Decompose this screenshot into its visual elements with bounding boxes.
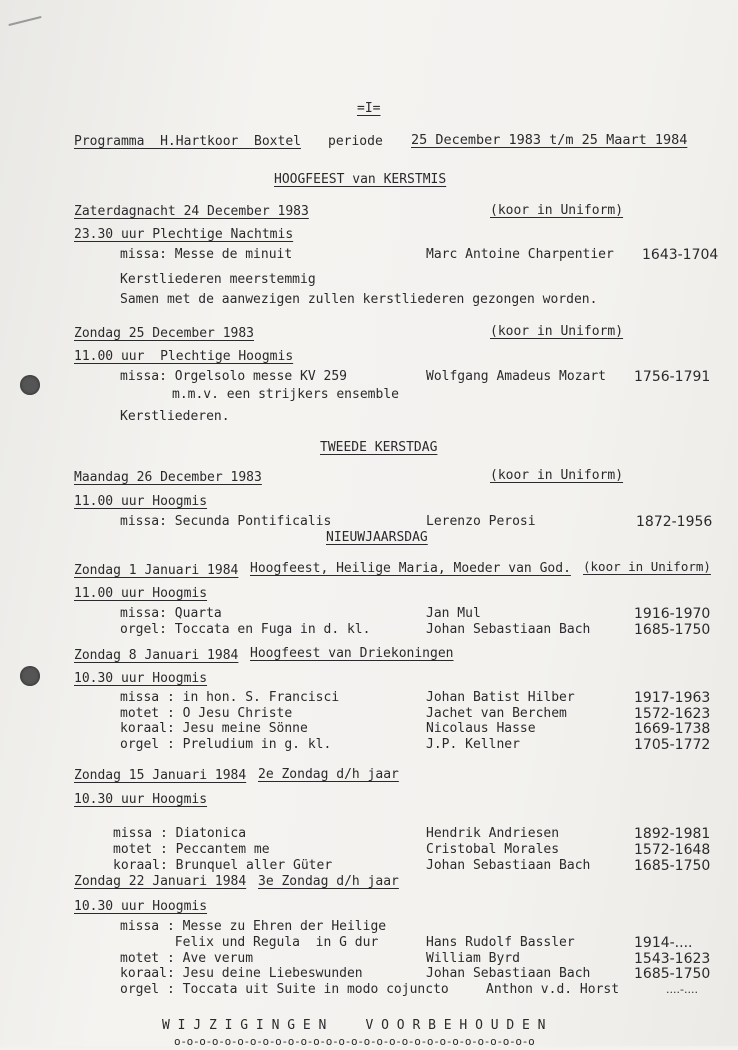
program-row: missa: Orgelsolo messe KV 259 Wolfgang Amadeus Mozart 1756-1791: [120, 369, 711, 385]
page-number: =I=: [357, 101, 381, 116]
program-row: orgel: Toccata en Fuga in d. kl. Johan Sebastiaan Bach 1685-1750: [120, 622, 711, 638]
footer-rule: o-o-o-o-o-o-o-o-o-o-o-o-o-o-o-o-o-o-o-o-o-o-o-o-o-o-o-o-o: [174, 1035, 535, 1048]
choir-note: (koor in Uniform): [490, 324, 624, 339]
program-row: missa: Quarta Jan Mul 1916-1970: [120, 606, 711, 622]
program-row: missa: Secunda Pontificalis Lerenzo Perosi 1872-1956: [120, 514, 713, 530]
program-row: motet : Peccantem me Cristobal Morales 1572-1648: [113, 842, 711, 858]
choir-note: (koor in Uniform): [583, 559, 711, 574]
service-date: Zondag 1 Januari 1984: [74, 563, 239, 578]
feast-name: 3e Zondag d/h jaar: [258, 874, 399, 889]
punch-hole-bottom: [20, 666, 40, 686]
program-row: missa : Messe zu Ehren der Heilige: [120, 919, 387, 934]
feast-name: 2e Zondag d/h jaar: [258, 767, 399, 782]
program-row: missa: Messe de minuit Marc Antoine Charpentier 1643-1704: [120, 247, 719, 263]
program-row: koraal: Brunquel aller Güter Johan Sebastiaan Bach 1685-1750: [113, 858, 711, 874]
program-row: motet : Ave verum William Byrd 1543-1623: [120, 951, 711, 967]
heading-nieuwjaarsdag: NIEUWJAARSDAG: [326, 530, 428, 545]
period-label: periode: [328, 134, 383, 149]
service-time: 11.00 uur Hoogmis: [74, 586, 208, 601]
staple: [8, 16, 41, 26]
program-row: koraal: Jesu deine Liebeswunden Johan Sebastiaan Bach 1685-1750: [120, 966, 711, 982]
program-line: m.m.v. een strijkers ensemble: [172, 387, 399, 402]
program-row: motet : O Jesu Christe Jachet van Berchem 1572-1623: [120, 706, 711, 722]
service-date: Zondag 8 Januari 1984: [74, 648, 239, 663]
choir-note: (koor in Uniform): [490, 203, 624, 218]
heading-kerstmis: HOOGFEEST van KERSTMIS: [274, 172, 447, 187]
service-date: Zondag 25 December 1983: [74, 326, 255, 341]
choir-note: (koor in Uniform): [490, 468, 624, 483]
service-time: 10.30 uur Hoogmis: [74, 792, 208, 807]
program-line: Kerstliederen meerstemmig: [120, 272, 316, 287]
program-line: Kerstliederen.: [120, 409, 230, 424]
service-date: Zondag 22 Januari 1984: [74, 874, 247, 889]
service-time: 11.00 uur Plechtige Hoogmis: [74, 349, 294, 364]
service-date: Zondag 15 Januari 1984: [74, 768, 247, 783]
program-row: koraal: Jesu meine Sönne Nicolaus Hasse 1669-1738: [120, 721, 711, 737]
service-date: Maandag 26 December 1983: [74, 470, 262, 485]
program-title: Programma H.Hartkoor Boxtel: [74, 134, 301, 149]
program-row: orgel : Preludium in g. kl. J.P. Kellner 1705-1772: [120, 737, 711, 753]
feast-name: Hoogfeest van Driekoningen: [250, 646, 454, 661]
period-range: 25 December 1983 t/m 25 Maart 1984: [411, 132, 688, 148]
heading-tweede-kerstdag: TWEEDE KERSTDAG: [320, 440, 438, 455]
service-time: 10.30 uur Hoogmis: [74, 899, 208, 914]
service-time: 10.30 uur Hoogmis: [74, 671, 208, 686]
program-row: missa : Diatonica Hendrik Andriesen 1892-1981: [113, 826, 711, 842]
program-line: Samen met de aanwezigen zullen kerstliederen gezongen worden.: [120, 292, 598, 307]
feast-name: Hoogfeest, Heilige Maria, Moeder van God.: [250, 561, 571, 576]
program-row: Felix und Regula in G dur Hans Rudolf Bassler 1914-....: [120, 935, 693, 951]
program-row: orgel : Toccata uit Suite in modo cojuncto Anthon v.d. Horst ....-....: [120, 982, 698, 997]
program-row: missa : in hon. S. Francisci Johan Batist Hilber 1917-1963: [120, 690, 711, 706]
service-date: Zaterdagnacht 24 December 1983: [74, 204, 309, 219]
service-time: 11.00 uur Hoogmis: [74, 494, 208, 509]
service-time: 23.30 uur Plechtige Nachtmis: [74, 227, 294, 242]
footer-notice: W I J Z I G I N G E N V O O R B E H O U D E N: [162, 1018, 546, 1033]
